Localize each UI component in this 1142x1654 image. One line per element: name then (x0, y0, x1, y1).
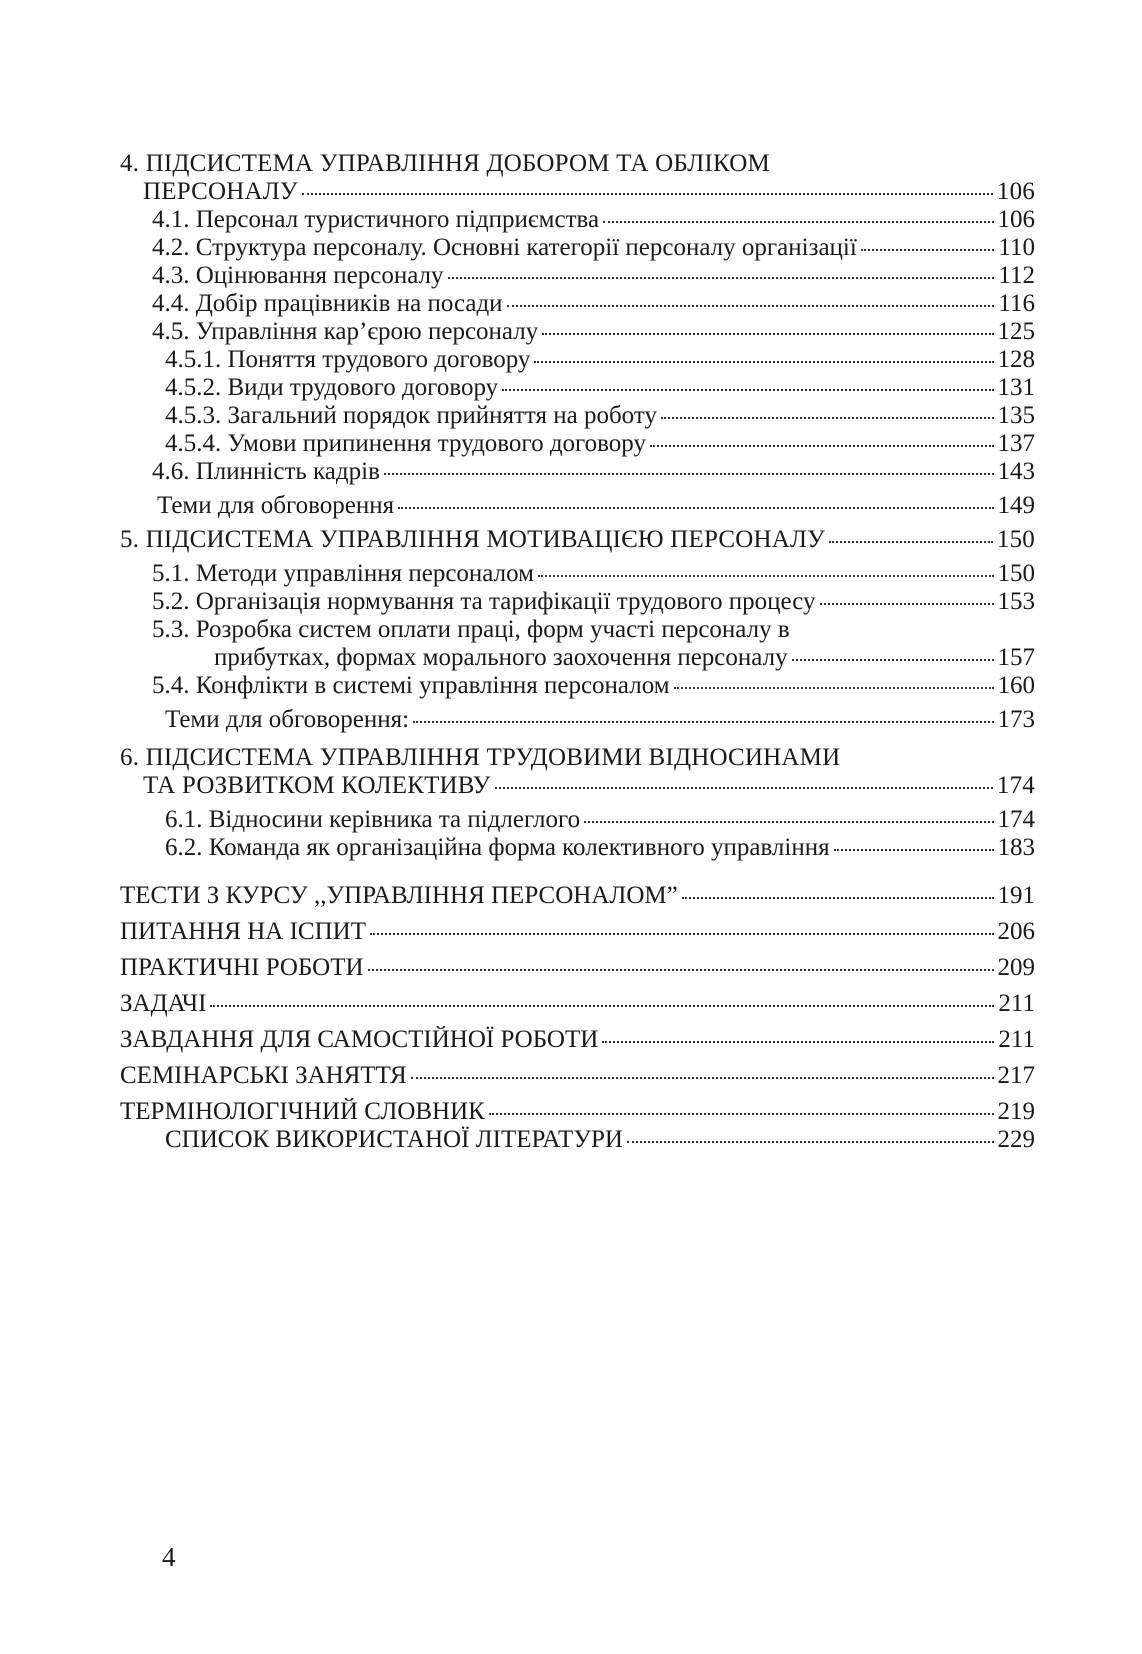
toc-chapter-5[interactable] (120, 526, 1035, 554)
page-number: 106 (997, 206, 1035, 233)
toc-back-matter[interactable] (120, 1062, 1035, 1090)
page-number: 112 (998, 262, 1035, 289)
dot-leader (495, 787, 993, 789)
page-number: 183 (997, 834, 1035, 861)
page-number: 149 (997, 492, 1035, 519)
discussion-title: Теми для обговорення: (165, 706, 410, 733)
toc-section[interactable] (120, 234, 1035, 262)
dot-leader (627, 1141, 994, 1143)
toc-section[interactable] (120, 588, 1035, 616)
back-matter-title: ТЕСТИ З КУРСУ ,,УПРАВЛІННЯ ПЕРСОНАЛОМ” (120, 882, 678, 909)
toc-section[interactable] (120, 560, 1035, 588)
page-number: 229 (997, 1126, 1035, 1153)
toc-chapter-4[interactable] (120, 150, 1035, 206)
page-folio-number: 4 (162, 1542, 176, 1572)
dot-leader (411, 1077, 994, 1079)
bibliography-title: СПИСОК ВИКОРИСТАНОЇ ЛІТЕРАТУРИ (165, 1126, 623, 1153)
page-number: 131 (997, 374, 1035, 401)
page-number: 209 (997, 954, 1035, 981)
chapter-title-continued: ПЕРСОНАЛУ (143, 178, 298, 205)
section-title: 5.4. Конфлікти в системі управління персоналом (152, 672, 670, 699)
subsection-title: 4.5.2. Види трудового договору (165, 374, 499, 401)
subsection-title: 4.5.4. Умови припинення трудового договору (165, 430, 646, 457)
page-number: 174 (996, 772, 1035, 799)
page-number: 110 (998, 234, 1035, 261)
page-number: 137 (997, 430, 1035, 457)
toc-section[interactable] (120, 458, 1035, 486)
page-number: 143 (997, 458, 1035, 485)
section-title: 5.1. Методи управління персоналом (152, 560, 534, 587)
section-title: 6.2. Команда як організаційна форма колективного управління (165, 834, 830, 861)
dot-leader (448, 277, 995, 279)
page-number: 219 (997, 1098, 1035, 1125)
page-number: 157 (997, 644, 1035, 671)
dot-leader (502, 389, 993, 391)
dot-leader (413, 721, 993, 723)
toc-subsection[interactable] (120, 430, 1035, 458)
page-number: 128 (997, 346, 1035, 373)
chapter-title: 5. ПІДСИСТЕМА УПРАВЛІННЯ МОТИВАЦІЄЮ ПЕРСОНАЛУ (120, 526, 826, 553)
section-title: 4.2. Структура персоналу. Основні категорії персоналу організації (152, 234, 857, 261)
back-matter-title: ТЕРМІНОЛОГІЧНИЙ СЛОВНИК (120, 1098, 485, 1125)
dot-leader (398, 507, 993, 509)
toc-section[interactable] (120, 806, 1035, 834)
toc-back-matter[interactable] (120, 1098, 1035, 1126)
toc-back-matter[interactable] (120, 918, 1035, 946)
table-of-contents (120, 150, 1035, 1154)
dot-leader (829, 541, 993, 543)
dot-leader (792, 659, 994, 661)
dot-leader (861, 249, 995, 251)
page-number: 217 (997, 1062, 1035, 1089)
back-matter-title: СЕМІНАРСЬКІ ЗАНЯТТЯ (120, 1062, 407, 1089)
back-matter-title: ЗАДАЧІ (120, 990, 207, 1017)
page-number: 150 (996, 526, 1035, 553)
page-number: 206 (997, 918, 1035, 945)
dot-leader (682, 897, 994, 899)
section-title: 4.6. Плинність кадрів (152, 458, 380, 485)
back-matter-title: ПРАКТИЧНІ РОБОТИ (120, 954, 364, 981)
dot-leader (489, 1113, 994, 1115)
section-title: 4.5. Управління кар’єрою персоналу (152, 318, 539, 345)
dot-leader (384, 473, 994, 475)
toc-section[interactable] (120, 672, 1035, 700)
dot-leader (538, 575, 994, 577)
dot-leader (584, 821, 993, 823)
back-matter-title: ПИТАННЯ НА ІСПИТ (120, 918, 366, 945)
page-number: 173 (997, 706, 1035, 733)
toc-chapter-6[interactable] (120, 744, 1035, 800)
toc-section[interactable] (120, 834, 1035, 862)
toc-back-matter[interactable] (120, 990, 1035, 1018)
page-number: 106 (996, 178, 1035, 205)
toc-section[interactable] (120, 262, 1035, 290)
dot-leader (534, 361, 993, 363)
toc-back-matter[interactable] (120, 1026, 1035, 1054)
subsection-title: 4.5.3. Загальний порядок прийняття на роботу (165, 402, 657, 429)
page-number: 135 (997, 402, 1035, 429)
dot-leader (650, 445, 994, 447)
toc-back-matter[interactable] (120, 954, 1035, 982)
toc-section[interactable] (120, 206, 1035, 234)
discussion-title: Теми для обговорення (157, 492, 395, 519)
toc-subsection[interactable] (120, 346, 1035, 374)
dot-leader (674, 687, 994, 689)
toc-subsection[interactable] (120, 374, 1035, 402)
chapter-title-continued: ТА РОЗВИТКОМ КОЛЕКТИВУ (143, 772, 491, 799)
toc-section[interactable] (120, 290, 1035, 318)
section-title: 6.1. Відносини керівника та підлеглого (165, 806, 581, 833)
dot-leader (820, 603, 994, 605)
toc-bibliography[interactable] (120, 1126, 1035, 1154)
toc-discussion-topics[interactable] (120, 706, 1035, 734)
dot-leader (370, 933, 994, 935)
page-number: 125 (997, 318, 1035, 345)
section-title: 4.4. Добір працівників на посади (152, 290, 503, 317)
page-number: 116 (998, 290, 1035, 317)
dot-leader (603, 221, 993, 223)
section-title-continued: прибутках, формах морального заохочення персоналу (214, 644, 788, 671)
page-number: 150 (997, 560, 1035, 587)
dot-leader (210, 1005, 994, 1007)
dot-leader (507, 305, 995, 307)
page-number: 153 (997, 588, 1035, 615)
page-number: 211 (998, 1026, 1035, 1053)
back-matter-title: ЗАВДАННЯ ДЛЯ САМОСТІЙНОЇ РОБОТИ (120, 1026, 599, 1053)
page-number: 174 (997, 806, 1035, 833)
section-title: 5.2. Організація нормування та тарифікації трудового процесу (152, 588, 816, 615)
page-number: 160 (997, 672, 1035, 699)
toc-back-matter[interactable] (120, 882, 1035, 910)
section-title: 5.3. Розробка систем оплати праці, форм участі персоналу в (152, 616, 790, 643)
page-number: 191 (997, 882, 1035, 909)
dot-leader (834, 849, 994, 851)
toc-section[interactable] (120, 318, 1035, 346)
dot-leader (661, 417, 994, 419)
section-title: 4.1. Персонал туристичного підприємства (152, 206, 600, 233)
toc-subsection[interactable] (120, 402, 1035, 430)
page-number: 211 (998, 990, 1035, 1017)
toc-discussion-topics[interactable] (120, 492, 1035, 520)
dot-leader (542, 333, 993, 335)
chapter-title: 4. ПІДСИСТЕМА УПРАВЛІННЯ ДОБОРОМ ТА ОБЛІКОМ (120, 150, 770, 177)
chapter-title: 6. ПІДСИСТЕМА УПРАВЛІННЯ ТРУДОВИМИ ВІДНОСИНАМИ (120, 744, 841, 771)
toc-section[interactable] (120, 616, 1035, 672)
dot-leader (302, 193, 993, 195)
dot-leader (602, 1041, 994, 1043)
subsection-title: 4.5.1. Поняття трудового договору (165, 346, 531, 373)
section-title: 4.3. Оцінювання персоналу (152, 262, 444, 289)
dot-leader (368, 969, 994, 971)
